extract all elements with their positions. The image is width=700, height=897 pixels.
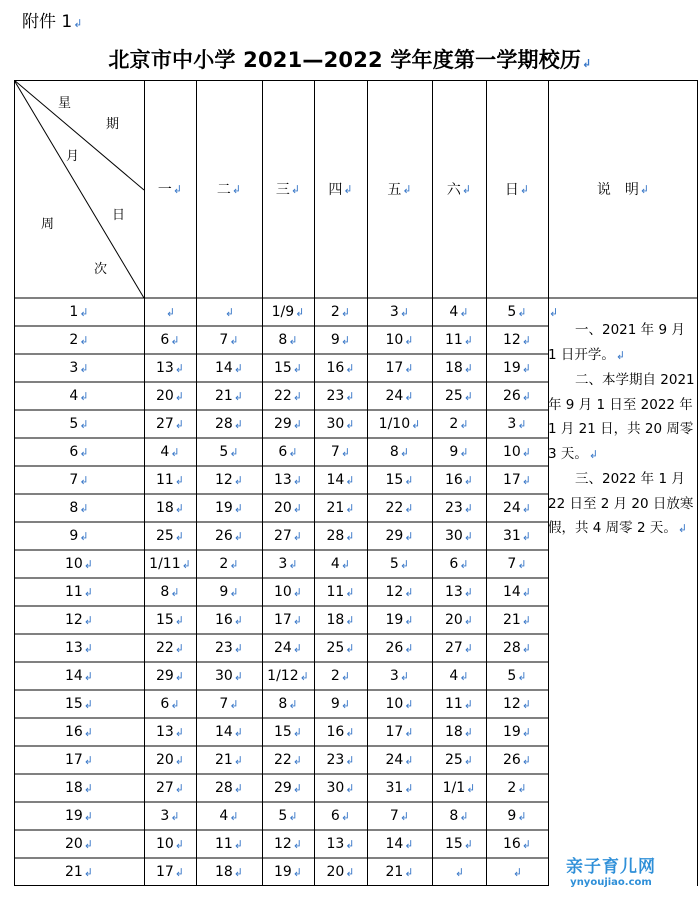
date-cell: 19 ↲ bbox=[214, 500, 244, 516]
date-cell: 14 ↲ bbox=[385, 836, 414, 852]
date-cell: 7 ↲ bbox=[219, 332, 239, 348]
date-cell: 16 ↲ bbox=[502, 836, 532, 852]
corner-week: 周 bbox=[41, 217, 55, 232]
date-cell: 23 ↲ bbox=[214, 640, 244, 656]
date-cell: 4 ↲ bbox=[330, 556, 351, 572]
date-cell: 29 ↲ bbox=[155, 668, 185, 684]
date-cell: 22 ↲ bbox=[155, 640, 185, 656]
date-cell: 3 ↲ bbox=[507, 416, 527, 432]
date-cell: 28 ↲ bbox=[214, 416, 244, 432]
date-cell: 13 ↲ bbox=[326, 836, 355, 852]
date-cell: 1/10 ↲ bbox=[378, 416, 421, 432]
corner-day: 日 bbox=[112, 208, 126, 223]
date-cell: 14 ↲ bbox=[326, 472, 355, 488]
date-cell: 27 ↲ bbox=[273, 528, 303, 544]
date-cell: 3 ↲ bbox=[389, 304, 410, 320]
date-cell: 8 ↲ bbox=[389, 444, 410, 460]
date-cell: 6 ↲ bbox=[160, 696, 180, 712]
date-cell: 27 ↲ bbox=[155, 780, 185, 796]
week-number-cell: 12 ↲ bbox=[64, 612, 94, 628]
date-cell: 25 ↲ bbox=[155, 528, 185, 544]
date-cell: 29 ↲ bbox=[273, 416, 303, 432]
date-cell: 17 ↲ bbox=[155, 864, 185, 880]
week-number-cell: 11 ↲ bbox=[64, 584, 94, 600]
date-cell: 19 ↲ bbox=[502, 724, 532, 740]
date-cell: 18 ↲ bbox=[155, 500, 185, 516]
date-cell: 17 ↲ bbox=[385, 360, 414, 376]
week-number-cell: 21 ↲ bbox=[64, 864, 94, 880]
date-cell: 13 ↲ bbox=[155, 360, 185, 376]
date-cell: 10 ↲ bbox=[385, 332, 414, 348]
date-cell: 6 ↲ bbox=[330, 808, 351, 824]
date-cell: 11 ↲ bbox=[214, 836, 244, 852]
date-cell: 20 ↲ bbox=[326, 864, 355, 880]
date-cell: 3 ↲ bbox=[389, 668, 410, 684]
date-cell: 2 ↲ bbox=[330, 304, 351, 320]
date-cell: 4 ↲ bbox=[160, 444, 180, 460]
date-cell: 30 ↲ bbox=[326, 416, 355, 432]
week-number-cell: 16 ↲ bbox=[64, 724, 94, 740]
date-cell: 2 ↲ bbox=[449, 416, 469, 432]
week-number-cell: 20 ↲ bbox=[64, 836, 94, 852]
date-cell: 9 ↲ bbox=[330, 696, 351, 712]
date-cell: 25 ↲ bbox=[444, 388, 474, 404]
date-cell: 21 ↲ bbox=[214, 752, 244, 768]
date-cell: 15 ↲ bbox=[273, 360, 303, 376]
notes-column: ↲ 一、2021 年 9 月 1 日开学。↲ 二、本学期自 2021 年 9 月 1 日至 2022 年 1 月 21 日，共 20 周零 3 天。↲ 三、2022 年 1 月 22 日至 2 月 20 日放寒假，共 4 周零 2 天。↲ bbox=[548, 300, 696, 542]
date-cell: 5 ↲ bbox=[278, 808, 298, 824]
date-cell: ↲ bbox=[454, 865, 465, 879]
date-cell: 15 ↲ bbox=[155, 612, 185, 628]
date-cell: 20 ↲ bbox=[444, 612, 474, 628]
date-cell: 27 ↲ bbox=[155, 416, 185, 432]
date-cell: 16 ↲ bbox=[326, 724, 355, 740]
date-cell: 3 ↲ bbox=[278, 556, 298, 572]
date-cell: 26 ↲ bbox=[385, 640, 414, 656]
date-cell: 1/12 ↲ bbox=[267, 668, 309, 684]
date-cell: 22 ↲ bbox=[273, 388, 303, 404]
date-cell: 5 ↲ bbox=[507, 304, 527, 320]
date-cell: 30 ↲ bbox=[326, 780, 355, 796]
corner-weekday-2: 期 bbox=[106, 117, 120, 132]
date-cell: ↲ bbox=[512, 865, 523, 879]
date-cell: 31 ↲ bbox=[502, 528, 532, 544]
date-cell: 15 ↲ bbox=[385, 472, 414, 488]
date-cell: 10 ↲ bbox=[273, 584, 303, 600]
date-cell: 5 ↲ bbox=[507, 668, 527, 684]
week-number-cell: 5 ↲ bbox=[69, 416, 89, 432]
date-cell: 7 ↲ bbox=[330, 444, 351, 460]
date-cell: 26 ↲ bbox=[502, 752, 532, 768]
date-cell: 12 ↲ bbox=[214, 472, 244, 488]
week-number-cell: 2 ↲ bbox=[69, 332, 89, 348]
week-number-cell: 7 ↲ bbox=[69, 472, 89, 488]
corner-weekday-1: 星 bbox=[58, 96, 72, 111]
date-cell: 5 ↲ bbox=[389, 556, 410, 572]
date-cell: 24 ↲ bbox=[502, 500, 532, 516]
watermark-logo: 亲子育儿网 ynyoujiao.com bbox=[566, 857, 656, 888]
date-cell: 8 ↲ bbox=[160, 584, 180, 600]
date-cell: 20 ↲ bbox=[155, 752, 185, 768]
date-cell: 31 ↲ bbox=[385, 780, 414, 796]
date-cell: 8 ↲ bbox=[278, 696, 298, 712]
header-note: 说 明 ↲ bbox=[596, 182, 650, 198]
date-cell: 9 ↲ bbox=[219, 584, 239, 600]
week-number-cell: 9 ↲ bbox=[69, 528, 89, 544]
note-3: 三、2022 年 1 月 22 日至 2 月 20 日放寒假，共 4 周零 2 天。↲ bbox=[548, 471, 694, 536]
date-cell: 12 ↲ bbox=[502, 696, 532, 712]
week-number-cell: 19 ↲ bbox=[64, 808, 94, 824]
date-cell: 23 ↲ bbox=[326, 752, 355, 768]
week-number-cell: 13 ↲ bbox=[64, 640, 94, 656]
page-title: 北京市中小学 2021—2022 学年度第一学期校历↲ bbox=[108, 48, 592, 72]
date-cell: 6 ↲ bbox=[278, 444, 298, 460]
note-1: 一、2021 年 9 月 1 日开学。↲ bbox=[548, 322, 685, 363]
date-cell: 14 ↲ bbox=[502, 584, 532, 600]
week-number-cell: 14 ↲ bbox=[64, 668, 94, 684]
date-cell: 25 ↲ bbox=[444, 752, 474, 768]
header-day-4: 四 ↲ bbox=[328, 182, 353, 198]
date-cell: 22 ↲ bbox=[385, 500, 414, 516]
date-cell: 13 ↲ bbox=[155, 724, 185, 740]
date-cell: 28 ↲ bbox=[214, 780, 244, 796]
date-cell: 28 ↲ bbox=[326, 528, 355, 544]
date-cell: 21 ↲ bbox=[385, 864, 414, 880]
date-cell: 18 ↲ bbox=[214, 864, 244, 880]
date-cell: 19 ↲ bbox=[273, 864, 303, 880]
date-cell: 18 ↲ bbox=[444, 724, 474, 740]
date-cell: 13 ↲ bbox=[444, 584, 474, 600]
date-cell: 1/1 ↲ bbox=[442, 780, 476, 796]
date-cell: 14 ↲ bbox=[214, 360, 244, 376]
date-cell: 23 ↲ bbox=[326, 388, 355, 404]
date-cell: 8 ↲ bbox=[449, 808, 469, 824]
date-cell: 4 ↲ bbox=[449, 668, 469, 684]
date-cell: 24 ↲ bbox=[273, 640, 303, 656]
week-number-cell: 18 ↲ bbox=[64, 780, 94, 796]
date-cell: 2 ↲ bbox=[330, 668, 351, 684]
date-cell: 7 ↲ bbox=[219, 696, 239, 712]
date-cell: 7 ↲ bbox=[389, 808, 410, 824]
week-number-cell: 4 ↲ bbox=[69, 388, 89, 404]
date-cell: 21 ↲ bbox=[502, 612, 532, 628]
date-cell: 16 ↲ bbox=[214, 612, 244, 628]
date-cell: 30 ↲ bbox=[214, 668, 244, 684]
corner-diagonal-1 bbox=[14, 80, 144, 298]
date-cell: 12 ↲ bbox=[385, 584, 414, 600]
header-day-2: 二 ↲ bbox=[216, 182, 242, 198]
date-cell: 26 ↲ bbox=[214, 528, 244, 544]
date-cell: 22 ↲ bbox=[273, 752, 303, 768]
date-cell: 4 ↲ bbox=[219, 808, 239, 824]
week-number-cell: 1 ↲ bbox=[69, 304, 89, 320]
date-cell: ↲ bbox=[224, 305, 235, 319]
header-day-6: 六 ↲ bbox=[446, 182, 472, 198]
date-cell: 2 ↲ bbox=[507, 780, 527, 796]
date-cell: 10 ↲ bbox=[502, 444, 532, 460]
date-cell: 20 ↲ bbox=[155, 388, 185, 404]
corner-diagonal-2 bbox=[14, 80, 144, 190]
date-cell: 17 ↲ bbox=[502, 472, 532, 488]
header-day-1: 一 ↲ bbox=[157, 182, 183, 198]
date-cell: 24 ↲ bbox=[385, 388, 414, 404]
date-cell: 12 ↲ bbox=[273, 836, 303, 852]
date-cell: 14 ↲ bbox=[214, 724, 244, 740]
date-cell: 26 ↲ bbox=[502, 388, 532, 404]
date-cell: 9 ↲ bbox=[507, 808, 527, 824]
date-cell: 16 ↲ bbox=[326, 360, 355, 376]
date-cell: 21 ↲ bbox=[326, 500, 355, 516]
week-number-cell: 3 ↲ bbox=[69, 360, 89, 376]
date-cell: ↲ bbox=[165, 305, 176, 319]
date-cell: 17 ↲ bbox=[385, 724, 414, 740]
date-cell: 12 ↲ bbox=[502, 332, 532, 348]
date-cell: 18 ↲ bbox=[444, 360, 474, 376]
date-cell: 17 ↲ bbox=[273, 612, 303, 628]
date-cell: 20 ↲ bbox=[273, 500, 303, 516]
date-cell: 8 ↲ bbox=[278, 332, 298, 348]
date-cell: 11 ↲ bbox=[444, 332, 474, 348]
date-cell: 16 ↲ bbox=[444, 472, 474, 488]
date-cell: 28 ↲ bbox=[502, 640, 532, 656]
date-cell: 11 ↲ bbox=[444, 696, 474, 712]
week-number-cell: 10 ↲ bbox=[64, 556, 94, 572]
date-cell: 15 ↲ bbox=[444, 836, 474, 852]
attachment-label: 附件 1↲ bbox=[22, 12, 83, 32]
date-cell: 24 ↲ bbox=[385, 752, 414, 768]
date-cell: 29 ↲ bbox=[273, 780, 303, 796]
date-cell: 18 ↲ bbox=[326, 612, 355, 628]
date-cell: 7 ↲ bbox=[507, 556, 527, 572]
week-number-cell: 15 ↲ bbox=[64, 696, 94, 712]
date-cell: 2 ↲ bbox=[219, 556, 239, 572]
date-cell: 9 ↲ bbox=[449, 444, 469, 460]
date-cell: 11 ↲ bbox=[326, 584, 355, 600]
date-cell: 6 ↲ bbox=[449, 556, 469, 572]
date-cell: 10 ↲ bbox=[155, 836, 185, 852]
date-cell: 9 ↲ bbox=[330, 332, 351, 348]
date-cell: 1/11 ↲ bbox=[149, 556, 191, 572]
header-day-7: 日 ↲ bbox=[504, 182, 530, 198]
week-number-cell: 8 ↲ bbox=[69, 500, 89, 516]
date-cell: 10 ↲ bbox=[385, 696, 414, 712]
date-cell: 19 ↲ bbox=[502, 360, 532, 376]
date-cell: 27 ↲ bbox=[444, 640, 474, 656]
date-cell: 6 ↲ bbox=[160, 332, 180, 348]
header-day-3: 三 ↲ bbox=[275, 182, 301, 198]
week-number-cell: 17 ↲ bbox=[64, 752, 94, 768]
date-cell: 25 ↲ bbox=[326, 640, 355, 656]
date-cell: 29 ↲ bbox=[385, 528, 414, 544]
date-cell: 30 ↲ bbox=[444, 528, 474, 544]
date-cell: 21 ↲ bbox=[214, 388, 244, 404]
week-number-cell: 6 ↲ bbox=[69, 444, 89, 460]
corner-month: 月 bbox=[66, 149, 80, 164]
header-day-5: 五 ↲ bbox=[387, 182, 412, 198]
date-cell: 19 ↲ bbox=[385, 612, 414, 628]
date-cell: 4 ↲ bbox=[449, 304, 469, 320]
corner-order: 次 bbox=[94, 262, 108, 277]
date-cell: 5 ↲ bbox=[219, 444, 239, 460]
note-2: 二、本学期自 2021 年 9 月 1 日至 2022 年 1 月 21 日，共 20 周零 3 天。↲ bbox=[548, 372, 695, 462]
date-cell: 1/9 ↲ bbox=[271, 304, 305, 320]
date-cell: 15 ↲ bbox=[273, 724, 303, 740]
date-cell: 13 ↲ bbox=[273, 472, 303, 488]
date-cell: 11 ↲ bbox=[155, 472, 185, 488]
date-cell: 3 ↲ bbox=[160, 808, 180, 824]
date-cell: 23 ↲ bbox=[444, 500, 474, 516]
